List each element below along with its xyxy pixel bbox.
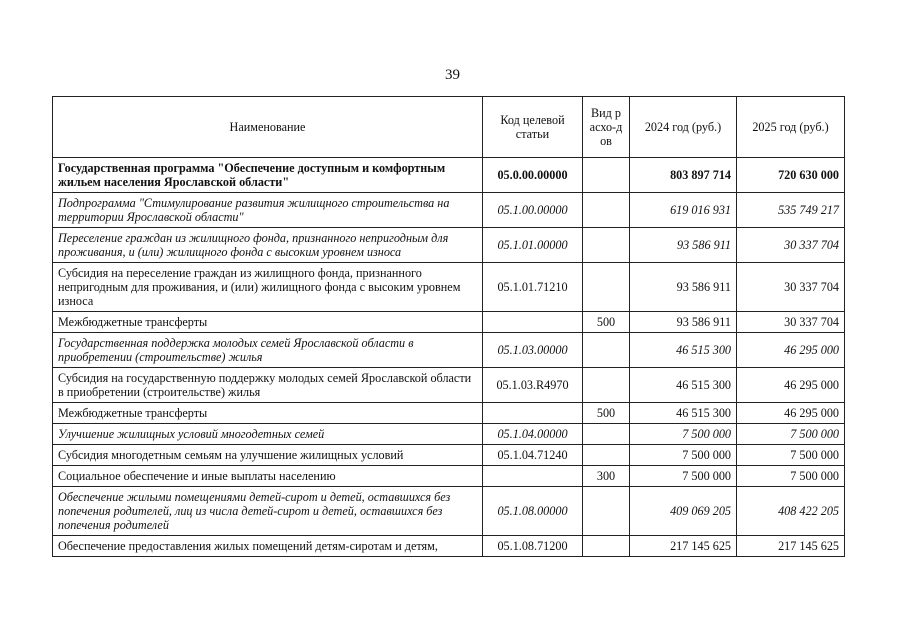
cell-2024: 7 500 000 [630, 445, 737, 466]
header-2024: 2024 год (руб.) [630, 97, 737, 158]
cell-code: 05.1.03.00000 [483, 333, 583, 368]
table-row [53, 424, 845, 445]
cell-kind [583, 263, 630, 312]
cell-2025: 46 295 000 [737, 368, 845, 403]
page-number: 39 [445, 67, 460, 83]
cell-2025: 720 630 000 [737, 158, 845, 193]
cell-name: Социальное обеспечение и иные выплаты населению [53, 466, 483, 487]
cell-code: 05.1.08.00000 [483, 487, 583, 536]
cell-2024: 7 500 000 [630, 424, 737, 445]
cell-kind: 300 [583, 466, 630, 487]
cell-code: 05.1.04.00000 [483, 424, 583, 445]
table-row [53, 263, 845, 312]
cell-2025: 30 337 704 [737, 312, 845, 333]
cell-name: Улучшение жилищных условий многодетных семей [53, 424, 483, 445]
cell-kind [583, 487, 630, 536]
table-row [53, 193, 845, 228]
table-row [53, 466, 845, 487]
table-row [53, 445, 845, 466]
table-row [53, 228, 845, 263]
cell-2024: 46 515 300 [630, 368, 737, 403]
cell-name: Обеспечение предоставления жилых помещений детям-сиротам и детям, [53, 536, 483, 557]
cell-kind [583, 445, 630, 466]
table-row [53, 312, 845, 333]
cell-2025: 408 422 205 [737, 487, 845, 536]
table-row [53, 487, 845, 536]
cell-2025: 535 749 217 [737, 193, 845, 228]
cell-2024: 46 515 300 [630, 333, 737, 368]
table-row [53, 158, 845, 193]
cell-name: Межбюджетные трансферты [53, 403, 483, 424]
cell-name: Подпрограмма "Стимулирование развития жилищного строительства на территории Ярославской области" [53, 193, 483, 228]
cell-2024: 217 145 625 [630, 536, 737, 557]
cell-2024: 93 586 911 [630, 263, 737, 312]
cell-kind: 500 [583, 403, 630, 424]
cell-code: 05.1.00.00000 [483, 193, 583, 228]
cell-code [483, 403, 583, 424]
cell-code: 05.1.03.R4970 [483, 368, 583, 403]
cell-2025: 217 145 625 [737, 536, 845, 557]
cell-code: 05.1.08.71200 [483, 536, 583, 557]
cell-2024: 93 586 911 [630, 312, 737, 333]
cell-2025: 46 295 000 [737, 403, 845, 424]
cell-name: Государственная поддержка молодых семей Ярославской области в приобретении (строительстве) жилья [53, 333, 483, 368]
cell-kind: 500 [583, 312, 630, 333]
cell-name: Государственная программа "Обеспечение доступным и комфортным жильем населения Ярославской области" [53, 158, 483, 193]
header-code: Код целевой статьи [483, 97, 583, 158]
cell-2024: 619 016 931 [630, 193, 737, 228]
cell-code: 05.1.01.71210 [483, 263, 583, 312]
cell-name: Межбюджетные трансферты [53, 312, 483, 333]
cell-2024: 7 500 000 [630, 466, 737, 487]
cell-2025: 7 500 000 [737, 445, 845, 466]
table-row [53, 403, 845, 424]
table-row [53, 368, 845, 403]
cell-2025: 30 337 704 [737, 263, 845, 312]
cell-name: Субсидия на государственную поддержку молодых семей Ярославской области в приобретении (строительстве) жилья [53, 368, 483, 403]
table-header [53, 97, 845, 158]
cell-name: Субсидия на переселение граждан из жилищного фонда, признанного непригодным для проживания, и (или) жилищного фонда с высоким уровнем износа [53, 263, 483, 312]
cell-code [483, 466, 583, 487]
cell-name: Переселение граждан из жилищного фонда, признанного непригодным для проживания, и (или) жилищного фонда с высоким уровнем износа [53, 228, 483, 263]
cell-2024: 46 515 300 [630, 403, 737, 424]
cell-2025: 46 295 000 [737, 333, 845, 368]
table-row [53, 536, 845, 557]
cell-code: 05.1.04.71240 [483, 445, 583, 466]
budget-table [52, 96, 845, 557]
cell-2025: 30 337 704 [737, 228, 845, 263]
cell-2024: 803 897 714 [630, 158, 737, 193]
header-kind-label: Вид расхо-дов [589, 106, 623, 148]
cell-kind [583, 158, 630, 193]
header-kind [583, 97, 630, 158]
cell-kind [583, 228, 630, 263]
cell-kind [583, 193, 630, 228]
table-row [53, 333, 845, 368]
header-2025: 2025 год (руб.) [737, 97, 845, 158]
cell-2025: 7 500 000 [737, 424, 845, 445]
cell-kind [583, 368, 630, 403]
table-body [53, 158, 845, 557]
cell-kind [583, 424, 630, 445]
cell-code: 05.1.01.00000 [483, 228, 583, 263]
cell-2024: 93 586 911 [630, 228, 737, 263]
cell-kind [583, 333, 630, 368]
cell-name: Субсидия многодетным семьям на улучшение жилищных условий [53, 445, 483, 466]
cell-kind [583, 536, 630, 557]
header-name: Наименование [53, 97, 483, 158]
cell-code [483, 312, 583, 333]
cell-name: Обеспечение жилыми помещениями детей-сирот и детей, оставшихся без попечения родителей, лиц из числа детей-сирот и детей, оставшихся без попечения родителей [53, 487, 483, 536]
cell-code: 05.0.00.00000 [483, 158, 583, 193]
cell-2024: 409 069 205 [630, 487, 737, 536]
cell-2025: 7 500 000 [737, 466, 845, 487]
